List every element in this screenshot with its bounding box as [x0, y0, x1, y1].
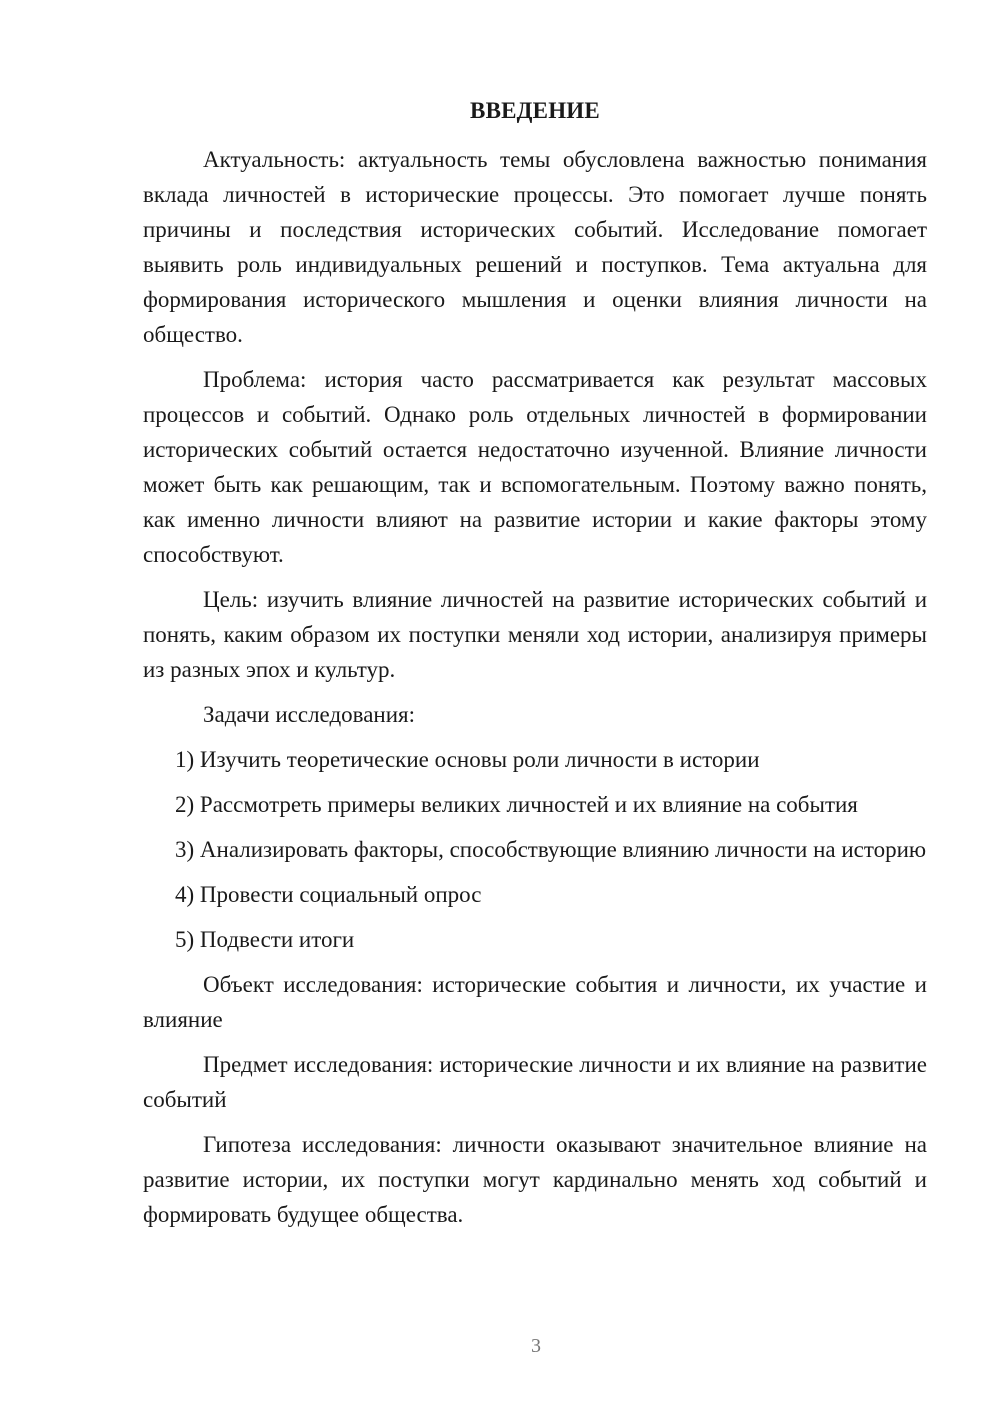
task-item: 1) Изучить теоретические основы роли личности в истории	[175, 747, 760, 772]
page-number: 3	[531, 1335, 541, 1357]
page-content	[143, 93, 927, 1242]
paragraph-hypothesis: Гипотеза исследования: личности оказывают значительное влияние на развитие истории, их поступки могут кардинально менять ход событий и формировать будущее общества.	[143, 1132, 927, 1227]
task-item: 4) Провести социальный опрос	[175, 882, 482, 907]
paragraph-object: Объект исследования: исторические события и личности, их участие и влияние	[143, 972, 927, 1032]
paragraph-relevance: Актуальность: актуальность темы обусловлена важностью понимания вклада личностей в исторические процессы. Это помогает лучше понять причины и последствия исторических событий. Исследование помогает выявить роль индивидуальных решений и поступков. Тема актуальна для формирования исторического мышления и оценки влияния личности на общество.	[143, 147, 927, 347]
paragraph-goal: Цель: изучить влияние личностей на развитие исторических событий и понять, каким образом их поступки меняли ход истории, анализируя примеры из разных эпох и культур.	[143, 587, 927, 682]
paragraph-problem: Проблема: история часто рассматривается как результат массовых процессов и событий. Однако роль отдельных личностей в формировании исторических событий остается недостаточно изученной. Влияние личности может быть как решающим, так и вспомогательным. Поэтому важно понять, как именно личности влияют на развитие истории и какие факторы этому способствуют.	[143, 367, 927, 567]
task-item: 2) Рассмотреть примеры великих личностей и их влияние на события	[175, 792, 858, 817]
task-item: 3) Анализировать факторы, способствующие влиянию личности на историю	[175, 837, 927, 862]
page-title: ВВЕДЕНИЕ	[470, 98, 600, 123]
task-item: 5) Подвести итоги	[175, 927, 355, 952]
paragraph-subject: Предмет исследования: исторические личности и их влияние на развитие событий	[143, 1052, 927, 1112]
tasks-heading: Задачи исследования:	[203, 702, 416, 727]
